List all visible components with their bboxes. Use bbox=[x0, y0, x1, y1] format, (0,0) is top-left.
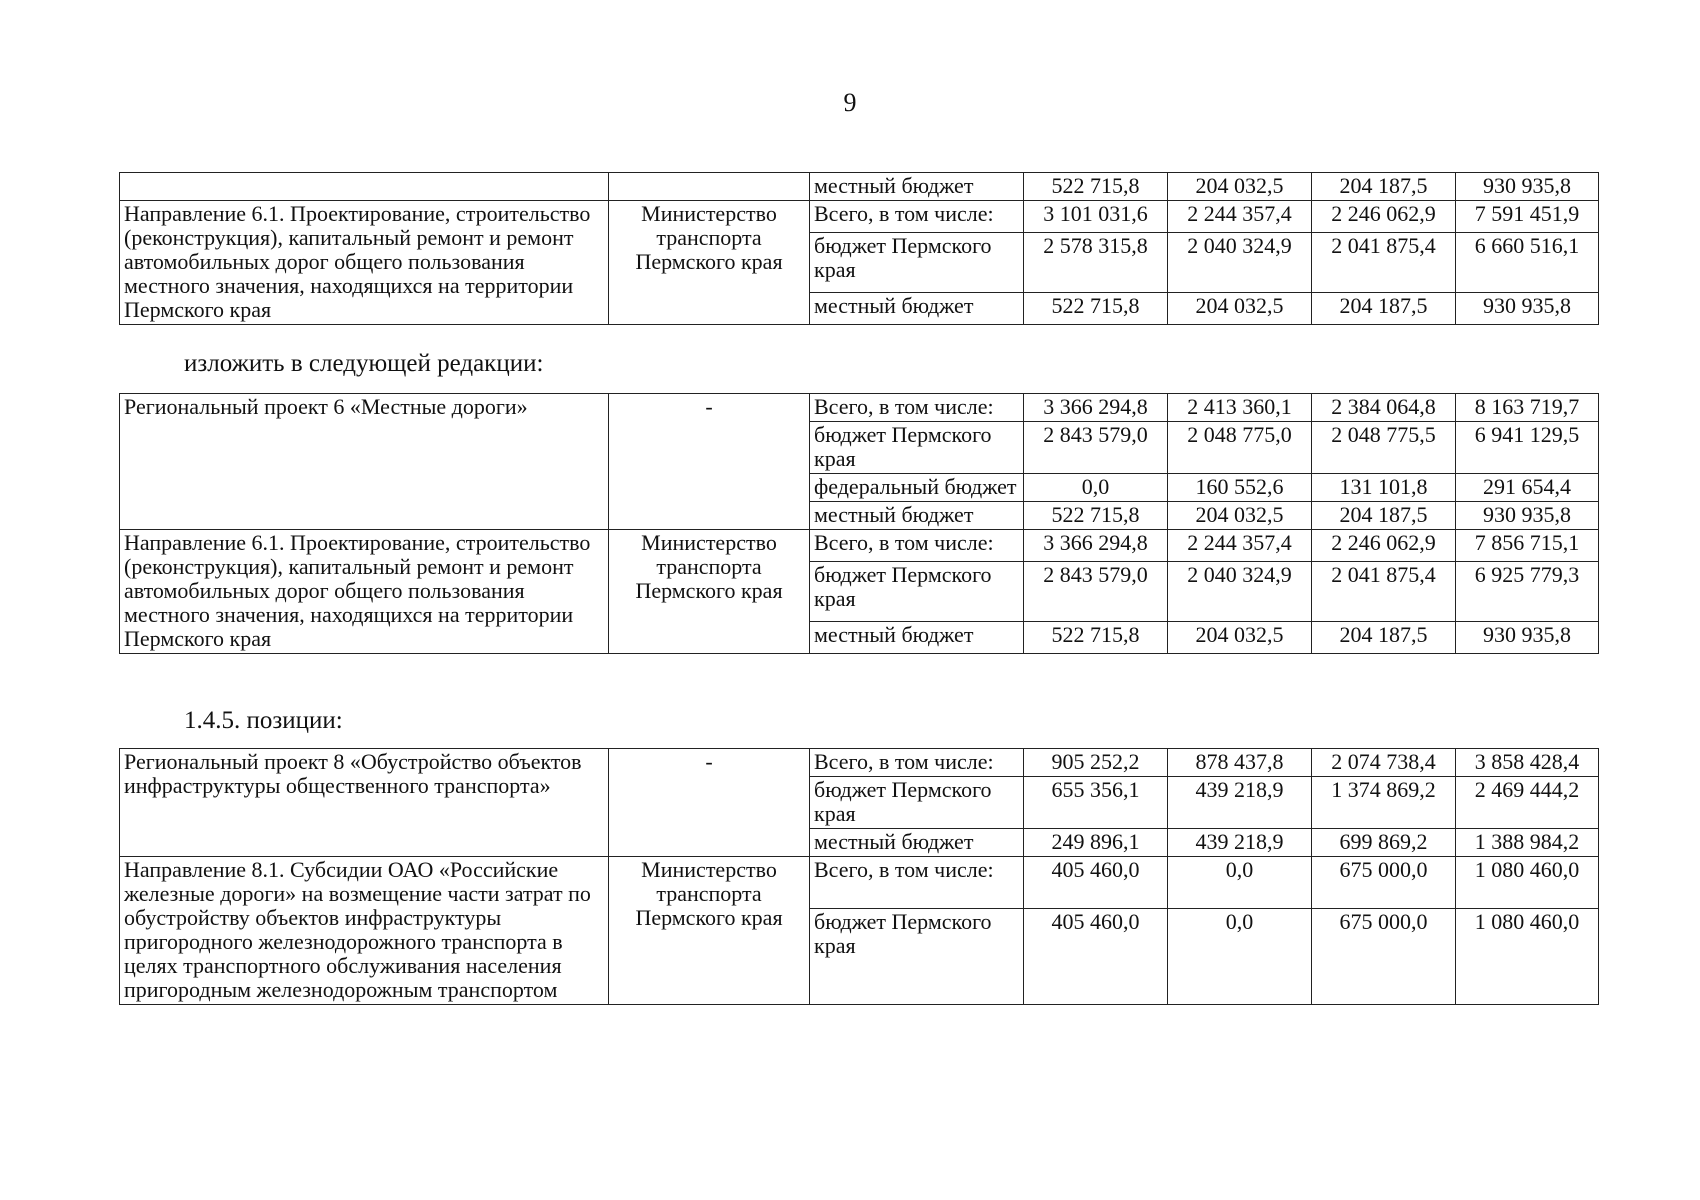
executor-cell: - bbox=[609, 749, 810, 857]
amount-cell: 2 048 775,0 bbox=[1168, 422, 1312, 474]
amount-cell: 2 469 444,2 bbox=[1456, 777, 1599, 829]
amount-cell: 2 041 875,4 bbox=[1312, 233, 1456, 293]
amount-cell: 675 000,0 bbox=[1312, 857, 1456, 909]
section-heading: 1.4.5. позиции: bbox=[184, 707, 343, 734]
amount-cell: 439 218,9 bbox=[1168, 777, 1312, 829]
amount-cell: 8 163 719,7 bbox=[1456, 394, 1599, 422]
amount-cell: 2 040 324,9 bbox=[1168, 562, 1312, 622]
amount-cell: 675 000,0 bbox=[1312, 908, 1456, 1004]
funding-source-cell: местный бюджет bbox=[810, 173, 1024, 201]
amount-cell: 522 715,8 bbox=[1024, 502, 1168, 530]
funding-source-cell: федеральный бюджет bbox=[810, 474, 1024, 502]
executor-cell bbox=[609, 173, 810, 201]
amount-cell: 204 187,5 bbox=[1312, 621, 1456, 653]
executor-cell: Министерство транспорта Пермского края bbox=[609, 201, 810, 325]
amount-cell: 7 856 715,1 bbox=[1456, 530, 1599, 562]
amount-cell: 204 032,5 bbox=[1168, 502, 1312, 530]
amount-cell: 522 715,8 bbox=[1024, 621, 1168, 653]
amount-cell: 2 244 357,4 bbox=[1168, 530, 1312, 562]
amount-cell: 6 925 779,3 bbox=[1456, 562, 1599, 622]
amount-cell: 7 591 451,9 bbox=[1456, 201, 1599, 233]
funding-source-cell: Всего, в том числе: bbox=[810, 201, 1024, 233]
funding-source-cell: местный бюджет bbox=[810, 621, 1024, 653]
amount-cell: 930 935,8 bbox=[1456, 173, 1599, 201]
funding-source-cell: Всего, в том числе: bbox=[810, 394, 1024, 422]
program-name-cell: Региональный проект 8 «Обустройство объектов инфраструктуры общественного транспорта» bbox=[120, 749, 609, 857]
funding-source-cell: бюджет Пермского края bbox=[810, 233, 1024, 293]
amount-cell: 0,0 bbox=[1168, 908, 1312, 1004]
amount-cell: 930 935,8 bbox=[1456, 292, 1599, 324]
amount-cell: 291 654,4 bbox=[1456, 474, 1599, 502]
amount-cell: 160 552,6 bbox=[1168, 474, 1312, 502]
amount-cell: 2 041 875,4 bbox=[1312, 562, 1456, 622]
funding-source-cell: местный бюджет bbox=[810, 829, 1024, 857]
table-row bbox=[120, 201, 1599, 233]
amount-cell: 2 843 579,0 bbox=[1024, 562, 1168, 622]
amount-cell: 930 935,8 bbox=[1456, 621, 1599, 653]
amount-cell: 2 578 315,8 bbox=[1024, 233, 1168, 293]
amount-cell: 3 858 428,4 bbox=[1456, 749, 1599, 777]
funding-source-cell: бюджет Пермского края bbox=[810, 908, 1024, 1004]
program-name-cell: Направление 6.1. Проектирование, строительство (реконструкция), капитальный ремонт и ремонт автомобильных дорог общего пользования местного значения, находящихся на территории Пермского края bbox=[120, 530, 609, 654]
positions-table bbox=[119, 748, 1599, 1005]
funding-source-cell: Всего, в том числе: bbox=[810, 857, 1024, 909]
amount-cell: 3 366 294,8 bbox=[1024, 530, 1168, 562]
amount-cell: 405 460,0 bbox=[1024, 908, 1168, 1004]
table-row bbox=[120, 857, 1599, 909]
amount-cell: 878 437,8 bbox=[1168, 749, 1312, 777]
funding-source-cell: бюджет Пермского края bbox=[810, 422, 1024, 474]
executor-cell: Министерство транспорта Пермского края bbox=[609, 530, 810, 654]
program-name-cell: Направление 6.1. Проектирование, строительство (реконструкция), капитальный ремонт и ремонт автомобильных дорог общего пользования местного значения, находящихся на территории Пермского края bbox=[120, 201, 609, 325]
amount-cell: 0,0 bbox=[1024, 474, 1168, 502]
amount-cell: 204 032,5 bbox=[1168, 621, 1312, 653]
amount-cell: 131 101,8 bbox=[1312, 474, 1456, 502]
amount-cell: 905 252,2 bbox=[1024, 749, 1168, 777]
amount-cell: 655 356,1 bbox=[1024, 777, 1168, 829]
amount-cell: 439 218,9 bbox=[1168, 829, 1312, 857]
table-row bbox=[120, 749, 1599, 777]
funding-source-cell: Всего, в том числе: bbox=[810, 530, 1024, 562]
amount-cell: 2 040 324,9 bbox=[1168, 233, 1312, 293]
funding-source-cell: местный бюджет bbox=[810, 292, 1024, 324]
amount-cell: 1 080 460,0 bbox=[1456, 857, 1599, 909]
amount-cell: 522 715,8 bbox=[1024, 173, 1168, 201]
amount-cell: 204 032,5 bbox=[1168, 292, 1312, 324]
amount-cell: 2 384 064,8 bbox=[1312, 394, 1456, 422]
amount-cell: 2 074 738,4 bbox=[1312, 749, 1456, 777]
amount-cell: 2 246 062,9 bbox=[1312, 530, 1456, 562]
section-heading: изложить в следующей редакции: bbox=[184, 350, 544, 377]
current-wording-table bbox=[119, 172, 1599, 325]
amount-cell: 2 843 579,0 bbox=[1024, 422, 1168, 474]
page-number: 9 bbox=[843, 88, 857, 117]
amount-cell: 522 715,8 bbox=[1024, 292, 1168, 324]
new-wording-table bbox=[119, 393, 1599, 654]
amount-cell: 204 187,5 bbox=[1312, 173, 1456, 201]
funding-source-cell: местный бюджет bbox=[810, 502, 1024, 530]
executor-cell: Министерство транспорта Пермского края bbox=[609, 857, 810, 1005]
funding-source-cell: Всего, в том числе: bbox=[810, 749, 1024, 777]
amount-cell: 249 896,1 bbox=[1024, 829, 1168, 857]
amount-cell: 3 366 294,8 bbox=[1024, 394, 1168, 422]
amount-cell: 204 187,5 bbox=[1312, 292, 1456, 324]
table-row bbox=[120, 173, 1599, 201]
amount-cell: 405 460,0 bbox=[1024, 857, 1168, 909]
program-name-cell bbox=[120, 173, 609, 201]
amount-cell: 3 101 031,6 bbox=[1024, 201, 1168, 233]
amount-cell: 1 388 984,2 bbox=[1456, 829, 1599, 857]
amount-cell: 2 246 062,9 bbox=[1312, 201, 1456, 233]
table-row bbox=[120, 530, 1599, 562]
amount-cell: 6 941 129,5 bbox=[1456, 422, 1599, 474]
funding-source-cell: бюджет Пермского края bbox=[810, 777, 1024, 829]
amount-cell: 1 080 460,0 bbox=[1456, 908, 1599, 1004]
table-row bbox=[120, 394, 1599, 422]
funding-source-cell: бюджет Пермского края bbox=[810, 562, 1024, 622]
program-name-cell: Региональный проект 6 «Местные дороги» bbox=[120, 394, 609, 530]
amount-cell: 2 048 775,5 bbox=[1312, 422, 1456, 474]
amount-cell: 1 374 869,2 bbox=[1312, 777, 1456, 829]
executor-cell: - bbox=[609, 394, 810, 530]
amount-cell: 930 935,8 bbox=[1456, 502, 1599, 530]
amount-cell: 204 032,5 bbox=[1168, 173, 1312, 201]
amount-cell: 2 413 360,1 bbox=[1168, 394, 1312, 422]
program-name-cell: Направление 8.1. Субсидии ОАО «Российские железные дороги» на возмещение части затрат по обустройству объектов инфраструктуры пригородного железнодорожного транспорта в целях транспортного обслуживания населения пригородным железнодорожным транспортом bbox=[120, 857, 609, 1005]
amount-cell: 2 244 357,4 bbox=[1168, 201, 1312, 233]
amount-cell: 699 869,2 bbox=[1312, 829, 1456, 857]
amount-cell: 204 187,5 bbox=[1312, 502, 1456, 530]
amount-cell: 0,0 bbox=[1168, 857, 1312, 909]
amount-cell: 6 660 516,1 bbox=[1456, 233, 1599, 293]
